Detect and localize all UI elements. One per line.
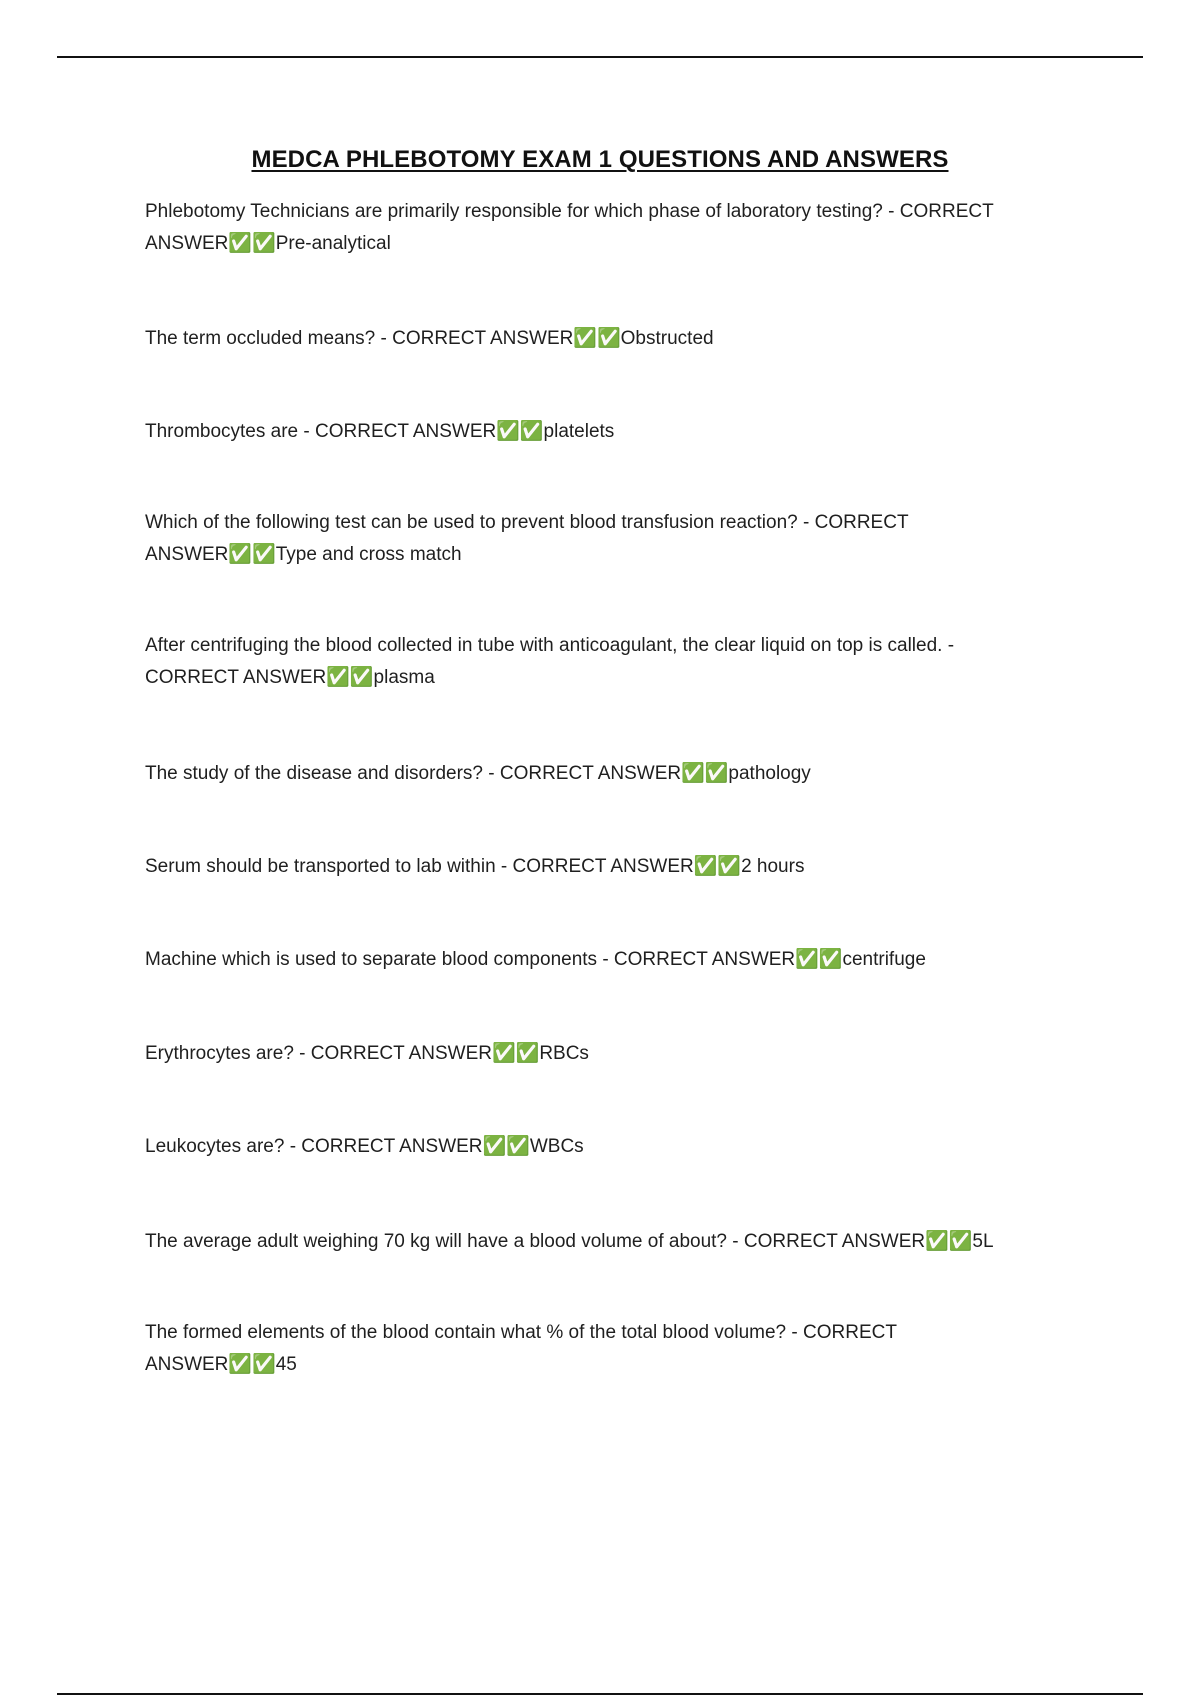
qa-item: After centrifuging the blood collected in tube with anticoagulant, the clear liquid on top is called. - CORRECT ANSWER✅✅plasma [145, 635, 955, 688]
qa-item: Thrombocytes are - CORRECT ANSWER✅✅platelets [145, 421, 615, 442]
qa-item: Which of the following test can be used to prevent blood transfusion reaction? - CORRECT ANSWER✅✅Type and cross match [145, 512, 909, 565]
document-title: MEDCA PHLEBOTOMY EXAM 1 QUESTIONS AND ANSWERS [251, 146, 949, 173]
qa-item: The average adult weighing 70 kg will have a blood volume of about? - CORRECT ANSWER✅✅5L [145, 1231, 994, 1252]
qa-item: Phlebotomy Technicians are primarily responsible for which phase of laboratory testing? - CORRECT ANSWER✅✅Pre-analytical [145, 201, 994, 254]
qa-item: Serum should be transported to lab within - CORRECT ANSWER✅✅2 hours [145, 856, 805, 877]
footer-rule [57, 1693, 1143, 1695]
qa-item: Erythrocytes are? - CORRECT ANSWER✅✅RBCs [145, 1043, 589, 1064]
qa-item: Machine which is used to separate blood components - CORRECT ANSWER✅✅centrifuge [145, 949, 926, 970]
header-rule [57, 56, 1143, 58]
qa-item: The study of the disease and disorders? - CORRECT ANSWER✅✅pathology [145, 763, 811, 784]
qa-item: The formed elements of the blood contain what % of the total blood volume? - CORRECT ANSWER✅✅45 [145, 1322, 897, 1375]
qa-item: The term occluded means? - CORRECT ANSWER✅✅Obstructed [145, 328, 714, 349]
qa-item: Leukocytes are? - CORRECT ANSWER✅✅WBCs [145, 1136, 584, 1157]
